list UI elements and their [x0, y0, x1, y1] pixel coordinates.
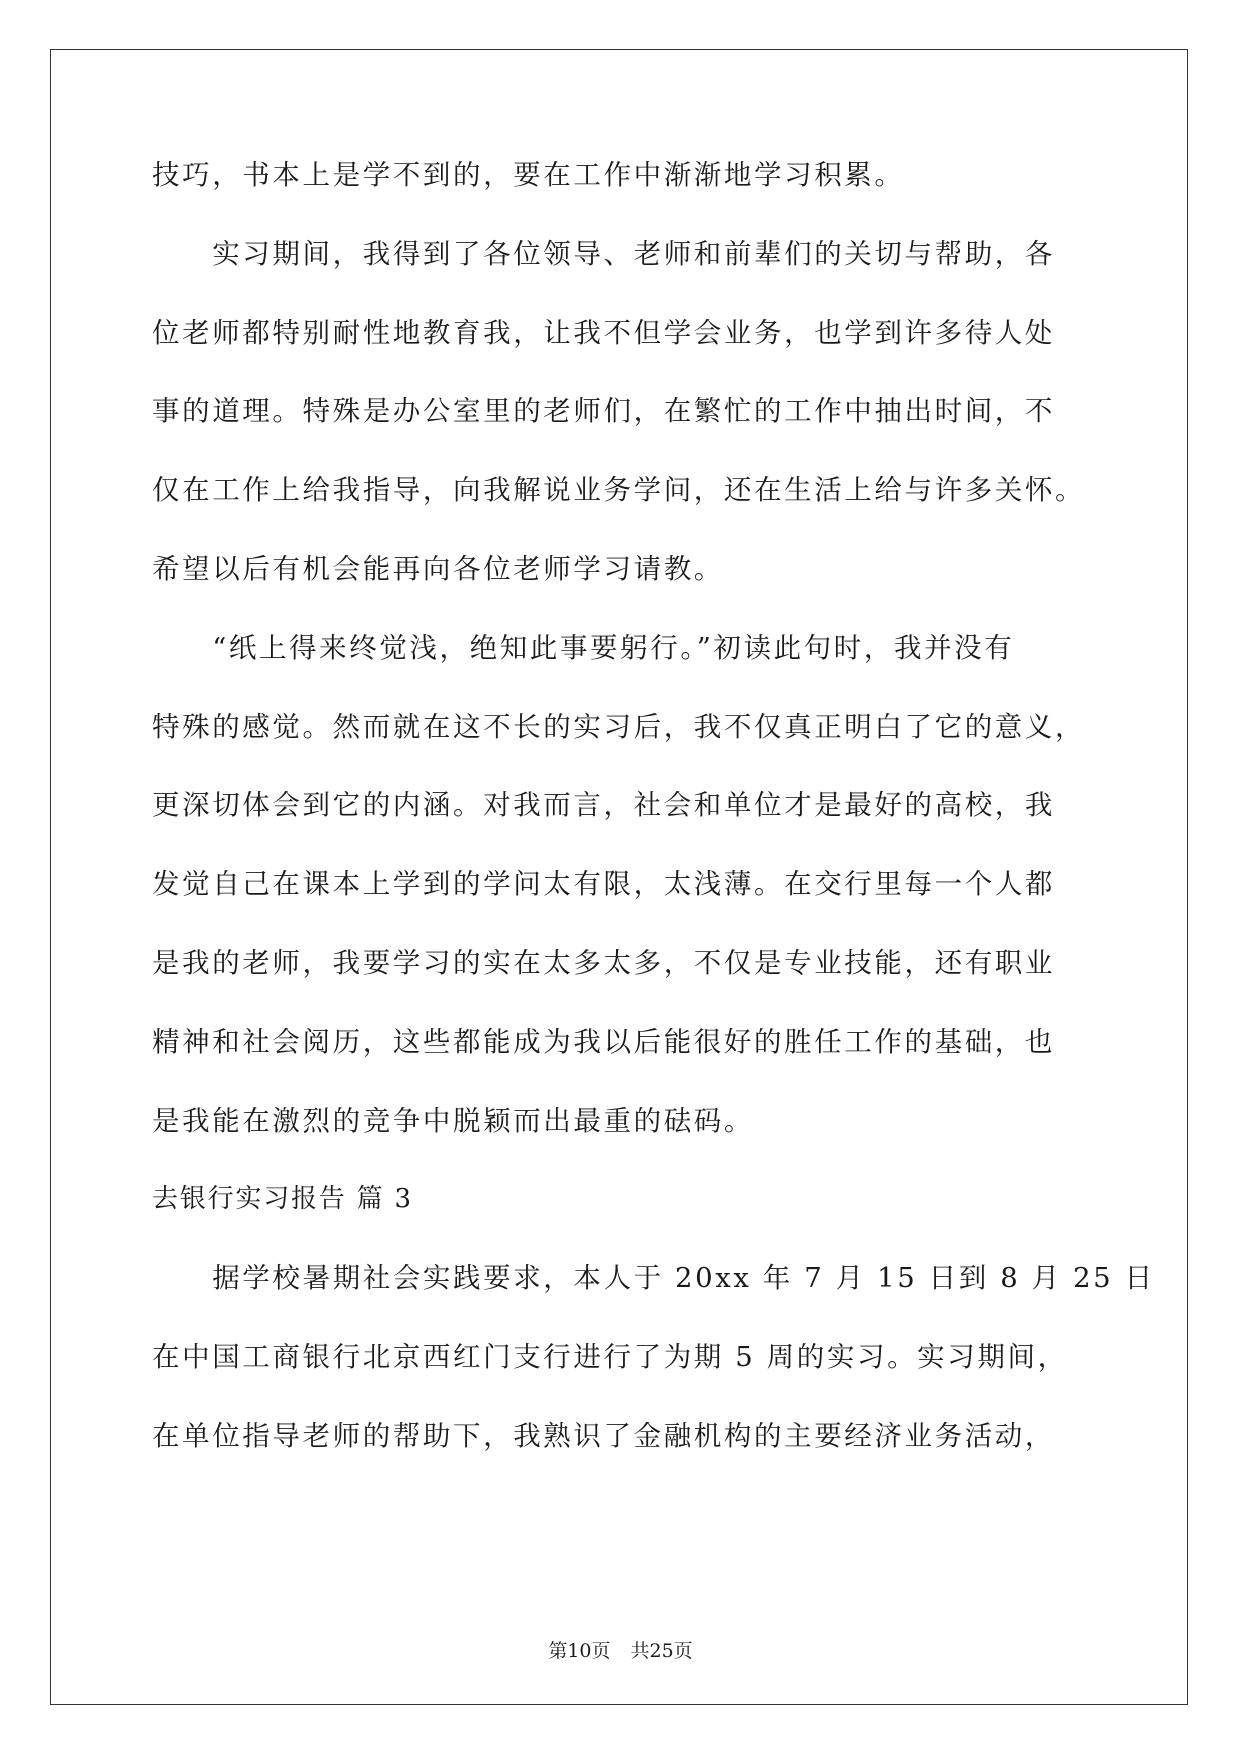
text-line: 特殊的感觉。然而就在这不长的实习后，我不仅真正明白了它的意义，	[152, 710, 1086, 743]
text-line: 是我能在激烈的竞争中脱颖而出最重的砝码。	[152, 1104, 754, 1137]
text-line: 发觉自己在课本上学到的学问太有限，太浅薄。在交行里每一个人都	[152, 868, 1055, 901]
page-number: 第10页	[548, 1640, 611, 1662]
text-line: 希望以后有机会能再向各位老师学习请教。	[152, 552, 724, 585]
page-footer	[0, 1636, 1241, 1663]
text-line: 在单位指导老师的帮助下，我熟识了金融机构的主要经济业务活动，	[152, 1419, 1055, 1452]
document-body	[152, 159, 1155, 1502]
text-line: 仅在工作上给我指导，向我解说业务学问，还在生活上给与许多关怀。	[152, 474, 1086, 507]
text-line: 在中国工商银行北京西红门支行进行了为期 5 周的实习。实习期间，	[152, 1340, 1068, 1373]
text-line: 据学校暑期社会实践要求，本人于 20xx 年 7 月 15 日到 8 月 25 日	[152, 1262, 1155, 1295]
text-line: 实习期间，我得到了各位领导、老师和前辈们的关切与帮助，各	[152, 237, 1055, 270]
text-line: 位老师都特别耐性地教育我，让我不但学会业务，也学到许多待人处	[152, 316, 1055, 349]
text-line: 事的道理。特殊是办公室里的老师们，在繁忙的工作中抽出时间，不	[152, 395, 1055, 428]
section-heading: 去银行实习报告 篇 3	[152, 1184, 413, 1215]
text-line: 技巧，书本上是学不到的，要在工作中渐渐地学习积累。	[152, 159, 905, 191]
text-line: 更深切体会到它的内涵。对我而言，社会和单位才是最好的高校，我	[152, 789, 1055, 822]
text-line: “纸上得来终觉浅，绝知此事要躬行。”初读此句时，我并没有	[152, 631, 1015, 664]
text-line: 精神和社会阅历，这些都能成为我以后能很好的胜任工作的基础，也	[152, 1025, 1055, 1058]
text-line: 是我的老师，我要学习的实在太多太多，不仅是专业技能，还有职业	[152, 946, 1055, 979]
page-total: 共25页	[630, 1640, 693, 1662]
